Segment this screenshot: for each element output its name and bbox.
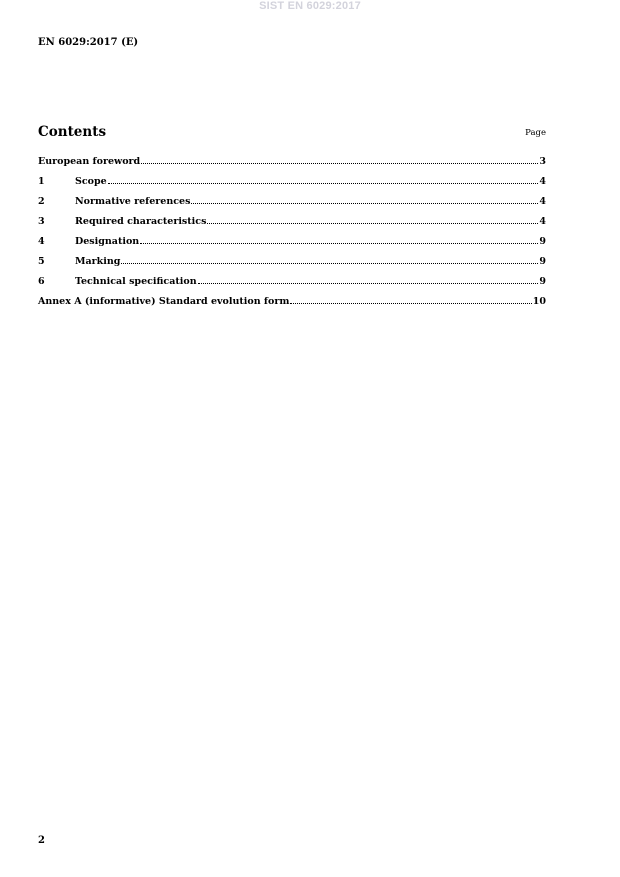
watermark: SIST EN 6029:2017 bbox=[259, 0, 361, 12]
toc-entry-number: 6 bbox=[38, 276, 45, 287]
page-column-label: Page bbox=[525, 128, 546, 138]
toc-entry-page: 3 bbox=[539, 156, 546, 167]
toc-entry-annex-a[interactable] bbox=[38, 296, 546, 316]
toc-entry-number: 3 bbox=[38, 216, 45, 227]
toc-entry-title: Required characteristics bbox=[75, 216, 207, 227]
toc-dot-leader bbox=[290, 303, 531, 304]
contents-title: Contents bbox=[38, 124, 107, 140]
toc-entry-title: Scope bbox=[75, 176, 107, 187]
toc-entry-title: Annex A (informative) Standard evolution form bbox=[38, 296, 290, 307]
toc-entry-page: 4 bbox=[539, 176, 546, 187]
toc-entry-technical-specification[interactable] bbox=[38, 276, 546, 296]
toc-dot-leader bbox=[121, 263, 538, 264]
toc-dot-leader bbox=[140, 243, 538, 244]
toc-entry-designation[interactable] bbox=[38, 236, 546, 256]
toc-entry-foreword[interactable] bbox=[38, 156, 546, 176]
toc-entry-number: 4 bbox=[38, 236, 45, 247]
toc-entry-page: 9 bbox=[539, 276, 546, 287]
page-number: 2 bbox=[38, 835, 45, 846]
toc-entry-title: Marking bbox=[75, 256, 121, 267]
toc-entry-scope[interactable] bbox=[38, 176, 546, 196]
toc-entry-page: 4 bbox=[539, 216, 546, 227]
toc-dot-leader bbox=[141, 163, 538, 164]
toc-entry-page: 9 bbox=[539, 236, 546, 247]
toc-entry-marking[interactable] bbox=[38, 256, 546, 276]
document-id-header: EN 6029:2017 (E) bbox=[38, 37, 139, 48]
toc-entry-title: Normative references bbox=[75, 196, 191, 207]
toc-entry-title: Technical specification bbox=[75, 276, 197, 287]
toc-entry-normative-references[interactable] bbox=[38, 196, 546, 216]
toc-entry-required-characteristics[interactable] bbox=[38, 216, 546, 236]
toc-entry-title: European foreword bbox=[38, 156, 141, 167]
toc-dot-leader bbox=[198, 283, 539, 284]
toc-entry-number: 1 bbox=[38, 176, 45, 187]
toc-dot-leader bbox=[191, 203, 538, 204]
toc-entry-page: 9 bbox=[539, 256, 546, 267]
table-of-contents bbox=[38, 156, 546, 316]
toc-dot-leader bbox=[207, 223, 538, 224]
toc-entry-number: 2 bbox=[38, 196, 45, 207]
toc-entry-page: 4 bbox=[539, 196, 546, 207]
toc-entry-number: 5 bbox=[38, 256, 45, 267]
toc-entry-page: 10 bbox=[532, 296, 546, 307]
toc-entry-title: Designation bbox=[75, 236, 140, 247]
toc-dot-leader bbox=[108, 183, 539, 184]
